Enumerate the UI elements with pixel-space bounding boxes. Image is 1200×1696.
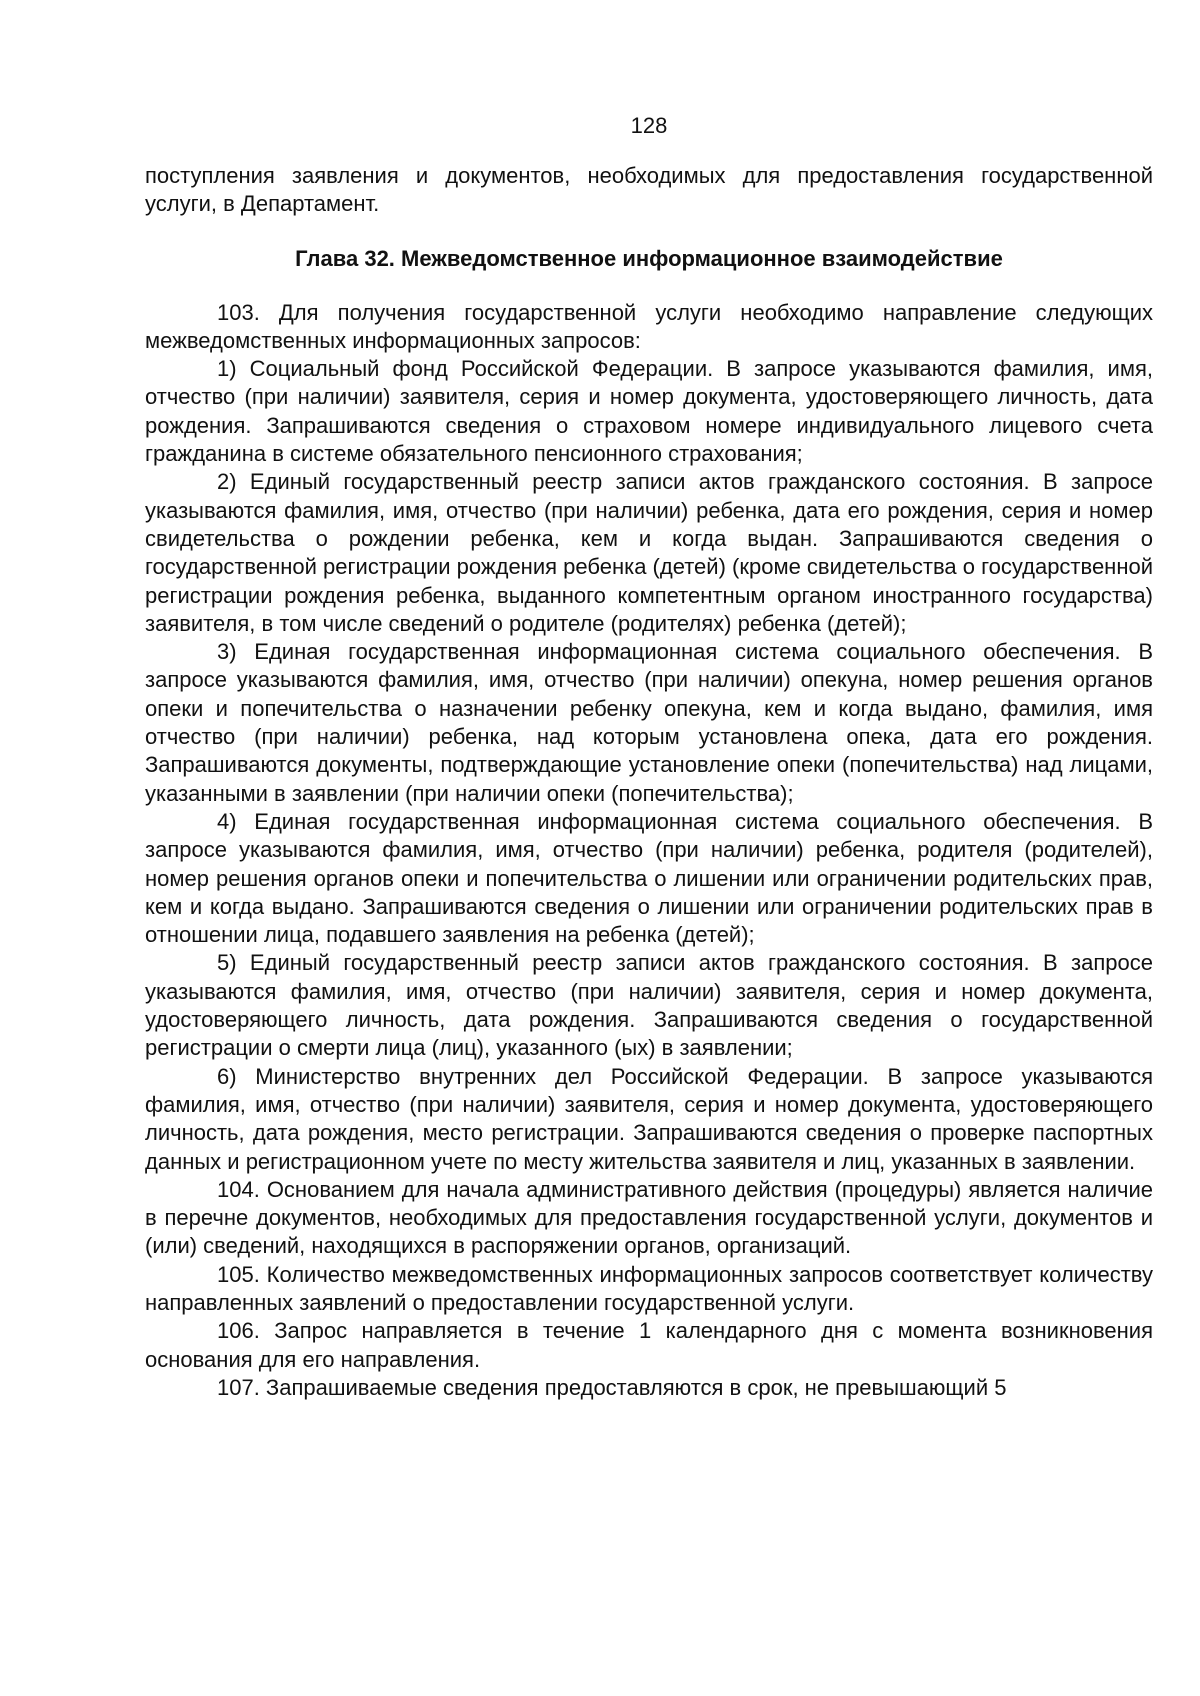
- paragraph-item-4: 4) Единая государственная информационная система социального обеспечения. В запросе указываются фамилия, имя, отчество (при наличии) ребенка, родителя (родителей), номер решения органов опеки и попечительства о лишении или ограничении родительских прав, кем и когда выдано. Запрашиваются сведения о лишении или ограничении родительских прав в отношении лица, подавшего заявления на ребенка (детей);: [145, 808, 1153, 948]
- paragraph-107: 107. Запрашиваемые сведения предоставляются в срок, не превышающий 5: [217, 1374, 1007, 1400]
- paragraph-103: 103. Для получения государственной услуги необходимо направление следующих межведомственных информационных запросов:: [145, 299, 1153, 353]
- document-page: [145, 112, 1153, 1402]
- paragraph-item-1: 1) Социальный фонд Российской Федерации. В запросе указываются фамилия, имя, отчество (при наличии) заявителя, серия и номер документа, удостоверяющего личность, дата рождения. Запрашиваются сведения о страховом номере индивидуального лицевого счета гражданина в системе обязательного пенсионного страхования;: [145, 356, 1153, 467]
- paragraph-105: 105. Количество межведомственных информационных запросов соответствует количеству направленных заявлений о предоставлении государственной услуги.: [145, 1261, 1153, 1315]
- paragraph-106: 106. Запрос направляется в течение 1 календарного дня с момента возникновения основания для его направления.: [145, 1318, 1153, 1372]
- paragraph-item-3: 3) Единая государственная информационная система социального обеспечения. В запросе указываются фамилия, имя, отчество (при наличии) опекуна, номер решения органов опеки и попечительства о назначении ребенку опекуна, кем и когда выдано, фамилия, имя отчество (при наличии) ребенка, над которым установлена опека, дата его рождения. Запрашиваются документы, подтверждающие установление опеки (попечительства) над лицами, указанными в заявлении (при наличии опеки (попечительства);: [145, 639, 1153, 806]
- page-number: 128: [630, 113, 668, 138]
- paragraph-104: 104. Основанием для начала административного действия (процедуры) является наличие в перечне документов, необходимых для предоставления государственной услуги, документов и (или) сведений, находящихся в распоряжении органов, организаций.: [145, 1176, 1153, 1259]
- paragraph-item-2: 2) Единый государственный реестр записи актов гражданского состояния. В запросе указываются фамилия, имя, отчество (при наличии) ребенка, дата его рождения, серия и номер свидетельства о рождении ребенка, кем и когда выдан. Запрашиваются сведения о государственной регистрации рождения ребенка (детей) (кроме свидетельства о государственной регистрации рождения ребенка, выданного компетентным органом иностранного государства) заявителя, в том числе сведений о родителе (родителях) ребенка (детей);: [145, 469, 1154, 636]
- paragraph-item-5: 5) Единый государственный реестр записи актов гражданского состояния. В запросе указываются фамилия, имя, отчество (при наличии) заявителя, серия и номер документа, удостоверяющего личность, дата рождения. Запрашиваются сведения о государственной регистрации о смерти лица (лиц), указанного (ых) в заявлении;: [145, 950, 1153, 1061]
- chapter-heading: Глава 32. Межведомственное информационное взаимодействие: [295, 245, 1003, 271]
- paragraph-item-6: 6) Министерство внутренних дел Российской Федерации. В запросе указываются фамилия, имя, отчество (при наличии) заявителя, серия и номер документа, удостоверяющего личность, дата рождения, место регистрации. Запрашиваются сведения о проверке паспортных данных и регистрационном учете по месту жительства заявителя и лиц, указанных в заявлении.: [145, 1063, 1153, 1174]
- intro-paragraph: поступления заявления и документов, необходимых для предоставления государственной услуги, в Департамент.: [145, 163, 1153, 217]
